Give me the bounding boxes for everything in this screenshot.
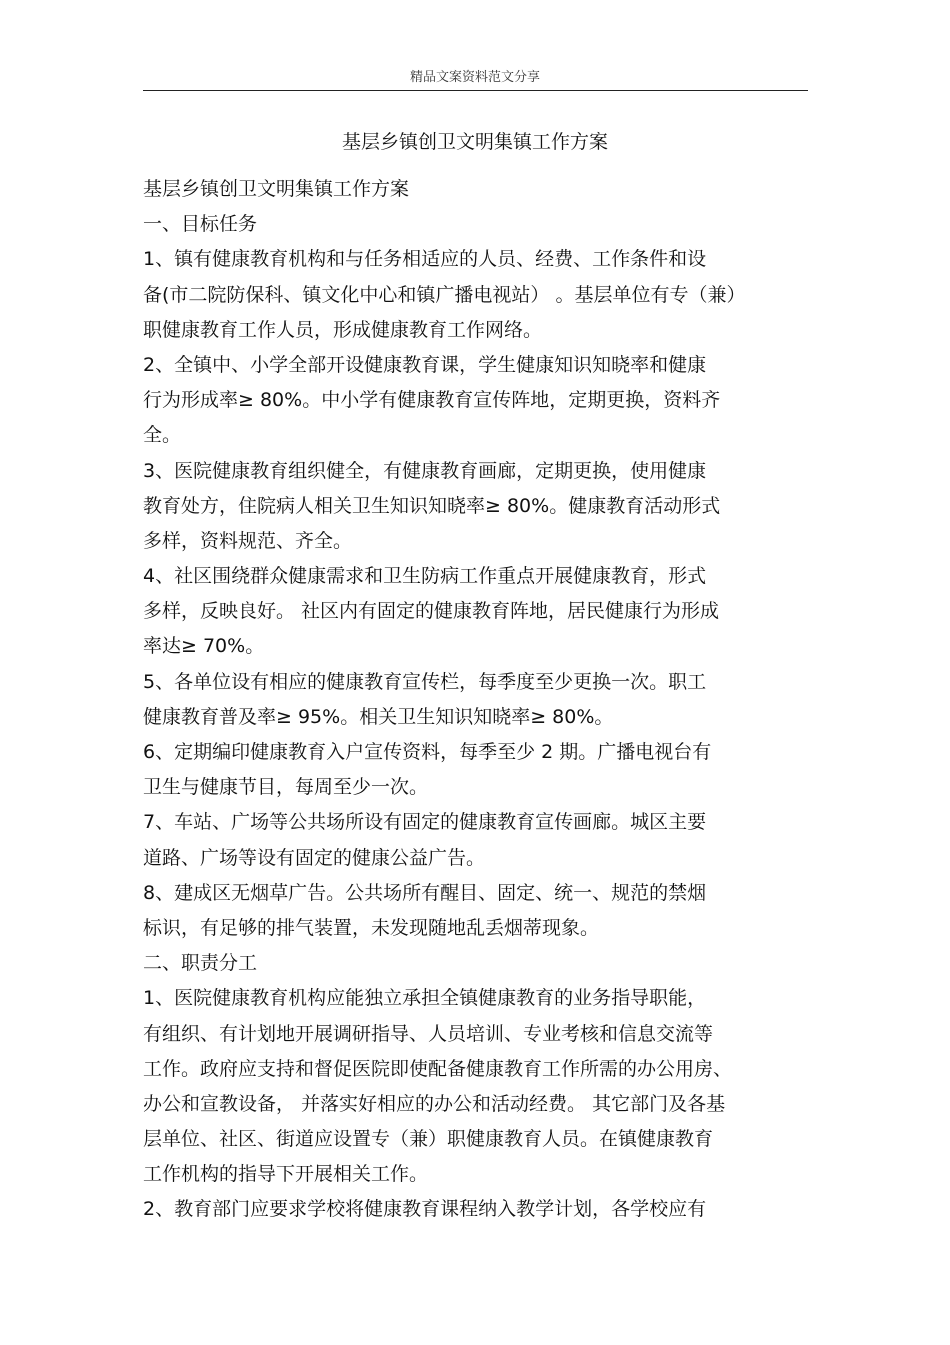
text-line: 健康教育普及率≥ 95%。相关卫生知识知晓率≥ 80%。 <box>143 705 614 728</box>
text-line: 多样，反映良好。 社区内有固定的健康教育阵地，居民健康行为形成 <box>143 600 720 623</box>
text-line: 7、车站、广场等公共场所设有固定的健康教育宣传画廊。城区主要 <box>143 811 707 834</box>
text-line: 一、目标任务 <box>143 213 258 236</box>
text-line: 二、职责分工 <box>143 952 258 975</box>
text-line: 1、镇有健康教育机构和与任务相适应的人员、经费、工作条件和设 <box>143 248 707 271</box>
header-divider <box>143 90 808 91</box>
text-line: 道路、广场等设有固定的健康公益广告。 <box>143 846 486 869</box>
text-line: 4、社区围绕群众健康需求和卫生防病工作重点开展健康教育，形式 <box>143 565 707 588</box>
text-line: 8、建成区无烟草广告。公共场所有醒目、固定、统一、规范的禁烟 <box>143 881 707 904</box>
text-line: 6、定期编印健康教育入户宣传资料，每季至少 2 期。广播电视台有 <box>143 741 712 763</box>
text-line: 工作。政府应支持和督促医院即使配备健康教育工作所需的办公用房、 <box>143 1057 733 1080</box>
text-line: 5、各单位设有相应的健康教育宣传栏，每季度至少更换一次。职工 <box>143 670 707 693</box>
text-line: 率达≥ 70%。 <box>143 635 265 658</box>
text-line: 职健康教育工作人员，形成健康教育工作网络。 <box>143 318 543 341</box>
text-line: 2、全镇中、小学全部开设健康教育课，学生健康知识知晓率和健康 <box>143 353 707 376</box>
text-line: 备(市二院防保科、镇文化中心和镇广播电视站） 。基层单位有专（兼） <box>143 283 746 306</box>
text-line: 多样，资料规范、齐全。 <box>143 529 353 552</box>
text-line: 标识，有足够的排气装置，未发现随地乱丢烟蒂现象。 <box>143 916 600 939</box>
text-line: 卫生与健康节目，每周至少一次。 <box>143 776 429 799</box>
header-text: 精品文案资料范文分享 <box>409 70 540 85</box>
text-line: 办公和宣教设备， 并落实好相应的办公和活动经费。 其它部门及各基 <box>143 1092 726 1115</box>
text-line: 有组织、有计划地开展调研指导、人员培训、专业考核和信息交流等 <box>143 1022 714 1045</box>
text-line: 工作机构的指导下开展相关工作。 <box>143 1163 429 1186</box>
text-line: 3、医院健康教育组织健全，有健康教育画廊，定期更换，使用健康 <box>143 459 707 482</box>
text-line: 全。 <box>143 424 182 447</box>
text-line: 基层乡镇创卫文明集镇工作方案 <box>143 178 410 200</box>
text-line: 2、教育部门应要求学校将健康教育课程纳入教学计划，各学校应有 <box>143 1198 707 1221</box>
text-line: 层单位、社区、街道应设置专（兼）职健康教育人员。在镇健康教育 <box>143 1128 714 1151</box>
document-body <box>143 172 808 1228</box>
text-line: 1、医院健康教育机构应能独立承担全镇健康教育的业务指导职能， <box>143 987 707 1010</box>
text-line: 教育处方，住院病人相关卫生知识知晓率≥ 80%。健康教育活动形式 <box>143 494 721 517</box>
document-title: 基层乡镇创卫文明集镇工作方案 <box>341 131 608 153</box>
text-line: 行为形成率≥ 80%。中小学有健康教育宣传阵地，定期更换，资料齐 <box>143 389 721 412</box>
